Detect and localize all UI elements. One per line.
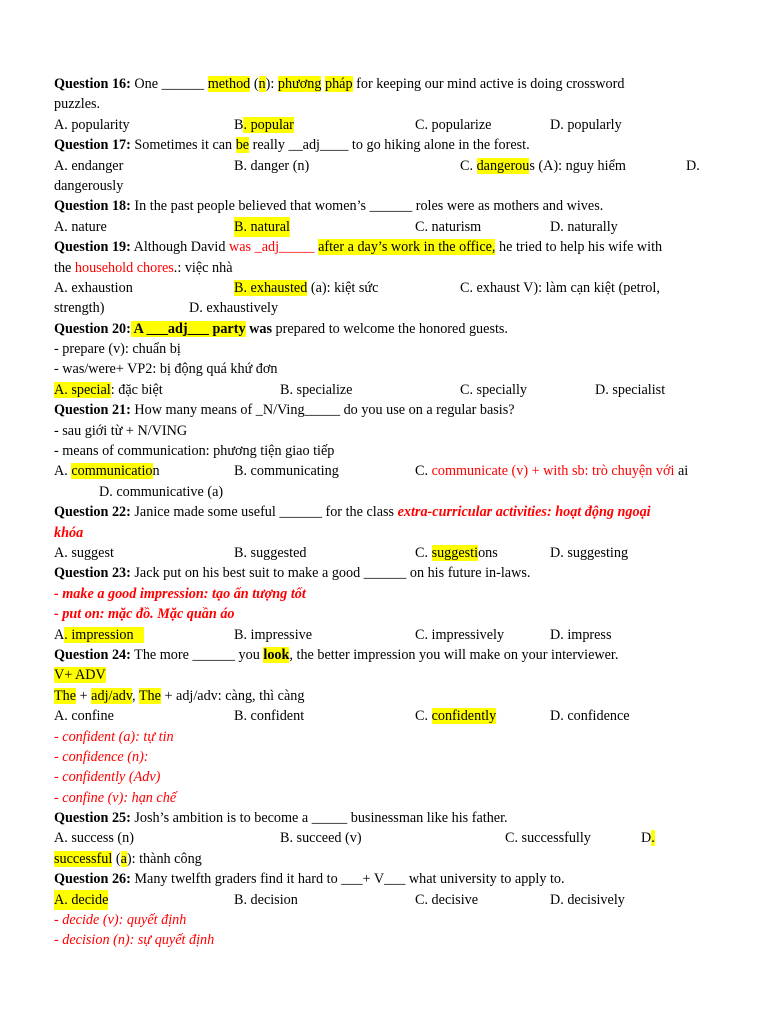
option-d: D. suggesting	[550, 544, 629, 561]
question-number: Question 24:	[54, 646, 131, 663]
question-number: Question 21:	[54, 402, 131, 419]
q22-stem-cont: khóa	[54, 524, 84, 541]
option-a: A. suggest	[54, 544, 114, 561]
option-c: C. suggestions	[415, 544, 498, 561]
option-a: A. special: đặc biệt	[54, 381, 163, 398]
option-c: C. dangerous (A): nguy hiểm	[460, 157, 626, 174]
option-b: B. communicating	[234, 463, 339, 480]
option-b: B. suggested	[234, 544, 307, 561]
q23-stem: Question 23: Jack put on his best suit to make a good ______ on his future in-laws.	[54, 565, 531, 582]
q24-stem: Question 24: The more ______ you look, the better impression you will make on your interviewer.	[54, 646, 619, 663]
option-d: D.	[686, 157, 700, 174]
q20-note: - was/were+ VP2: bị động quá khứ đơn	[54, 361, 278, 378]
worksheet	[54, 74, 714, 951]
option-c: C. communicate (v) + with sb: trò chuyện với ai	[415, 463, 689, 480]
q25-options	[54, 828, 714, 848]
option-a: A. endanger	[54, 157, 124, 174]
question-number: Question 22:	[54, 504, 131, 521]
option-d: D. naturally	[550, 218, 618, 235]
option-d: D. impress	[550, 626, 612, 643]
q25-stem: Question 25: Josh’s ambition is to become a _____ businessman like his father.	[54, 810, 508, 827]
q26-stem: Question 26: Many twelfth graders find it hard to ___+ V___ what university to apply to.	[54, 871, 565, 888]
q21-options-cont	[54, 482, 714, 502]
q24-note: The + adj/adv, The + adj/adv: càng, thì càng	[54, 687, 305, 704]
q21-stem: Question 21: How many means of _N/Ving_____ do you use on a regular basis?	[54, 402, 515, 419]
option-d: D. exhaustively	[189, 300, 279, 317]
option-a: A. communication	[54, 463, 160, 480]
q21-note: - sau giới từ + N/VING	[54, 422, 188, 439]
question-number: Question 16:	[54, 76, 131, 92]
option-c-cont: strength)	[54, 300, 105, 317]
q26-note: - decide (v): quyết định	[54, 912, 187, 929]
q22-stem: Question 22: Janice made some useful ______ for the class extra-curricular activities: hoạt động ngoại	[54, 504, 651, 521]
q26-options	[54, 890, 714, 910]
option-a: A. popularity	[54, 116, 130, 133]
option-a: A. impression	[54, 626, 145, 643]
option-c: C. confidently	[415, 708, 497, 725]
question-number: Question 20:	[54, 320, 131, 337]
option-c: C. successfully	[505, 830, 591, 847]
q16-stem: Question 16: One ______ method (n): phương pháp for keeping our mind active is doing crossword	[54, 76, 625, 92]
q24-options	[54, 706, 714, 726]
q16-options	[54, 115, 714, 135]
q25-option-d-cont: successful (a): thành công	[54, 850, 202, 867]
q21-options	[54, 461, 714, 481]
q18-options	[54, 217, 714, 237]
q17-stem: Question 17: Sometimes it can be really __adj____ to go hiking alone in the forest.	[54, 137, 530, 154]
option-a: A. confine	[54, 708, 114, 725]
option-b: B. confident	[234, 708, 305, 725]
q17-options	[54, 156, 714, 176]
option-d: D. specialist	[595, 381, 666, 398]
q23-note: - put on: mặc đồ. Mặc quần áo	[54, 606, 235, 623]
q20-stem: Question 20: A ___adj___ party was prepared to welcome the honored guests.	[54, 320, 508, 337]
option-b: B. succeed (v)	[280, 830, 362, 847]
question-number: Question 26:	[54, 871, 131, 888]
q22-options	[54, 543, 714, 563]
option-b: B. impressive	[234, 626, 313, 643]
option-a: A. decide	[54, 890, 108, 910]
question-number: Question 18:	[54, 198, 131, 215]
question-number: Question 19:	[54, 239, 131, 256]
option-a: A. exhaustion	[54, 279, 133, 296]
option-c: C. specially	[460, 381, 527, 398]
q24-note: - confidently (Adv)	[54, 769, 161, 786]
q23-note: - make a good impression: tạo ấn tượng tốt	[54, 585, 306, 602]
q24-note: - confident (a): tự tin	[54, 728, 174, 745]
option-b: B. decision	[234, 891, 298, 908]
q26-note: - decision (n): sự quyết định	[54, 932, 215, 949]
option-d: D.	[641, 830, 655, 847]
option-b: B. danger (n)	[234, 157, 310, 174]
option-a: A. nature	[54, 218, 107, 235]
question-number: Question 23:	[54, 565, 131, 582]
q17-option-d-cont: dangerously	[54, 177, 124, 194]
q23-options	[54, 625, 714, 645]
option-d: D. communicative (a)	[99, 483, 224, 500]
option-b: B. natural	[234, 217, 290, 237]
option-b: B. popular	[234, 116, 294, 133]
option-a: A. success (n)	[54, 830, 134, 847]
q19-stem: Question 19: Although David was _adj_____ after a day’s work in the office, he tried to help his wife with	[54, 239, 663, 256]
q16-stem-cont: puzzles.	[54, 96, 101, 113]
q20-note: - prepare (v): chuẩn bị	[54, 341, 181, 358]
q18-stem: Question 18: In the past people believed that women’s ______ roles were as mothers and wives.	[54, 198, 604, 215]
option-c: C. decisive	[415, 891, 479, 908]
q24-note: - confidence (n):	[54, 748, 149, 765]
q20-options	[54, 380, 714, 400]
option-c: C. impressively	[415, 626, 505, 643]
option-c: C. exhaust V): làm cạn kiệt (petrol,	[460, 279, 660, 296]
q24-note: V+ ADV	[54, 667, 106, 684]
option-c: C. naturism	[415, 218, 482, 235]
question-number: Question 25:	[54, 810, 131, 827]
q19-options-cont	[54, 298, 714, 318]
option-d: D. decisively	[550, 891, 625, 908]
option-b: B. specialize	[280, 381, 353, 398]
option-d: D. popularly	[550, 116, 622, 133]
q21-note: - means of communication: phương tiện giao tiếp	[54, 443, 335, 460]
option-b: B. exhausted (a): kiệt sức	[234, 279, 379, 296]
q19-stem-cont: the household chores.: việc nhà	[54, 259, 233, 276]
q24-note: - confine (v): hạn chế	[54, 789, 177, 806]
option-c: C. popularize	[415, 116, 492, 133]
q19-options	[54, 278, 714, 298]
option-d: D. confidence	[550, 708, 630, 725]
question-number: Question 17:	[54, 137, 131, 154]
